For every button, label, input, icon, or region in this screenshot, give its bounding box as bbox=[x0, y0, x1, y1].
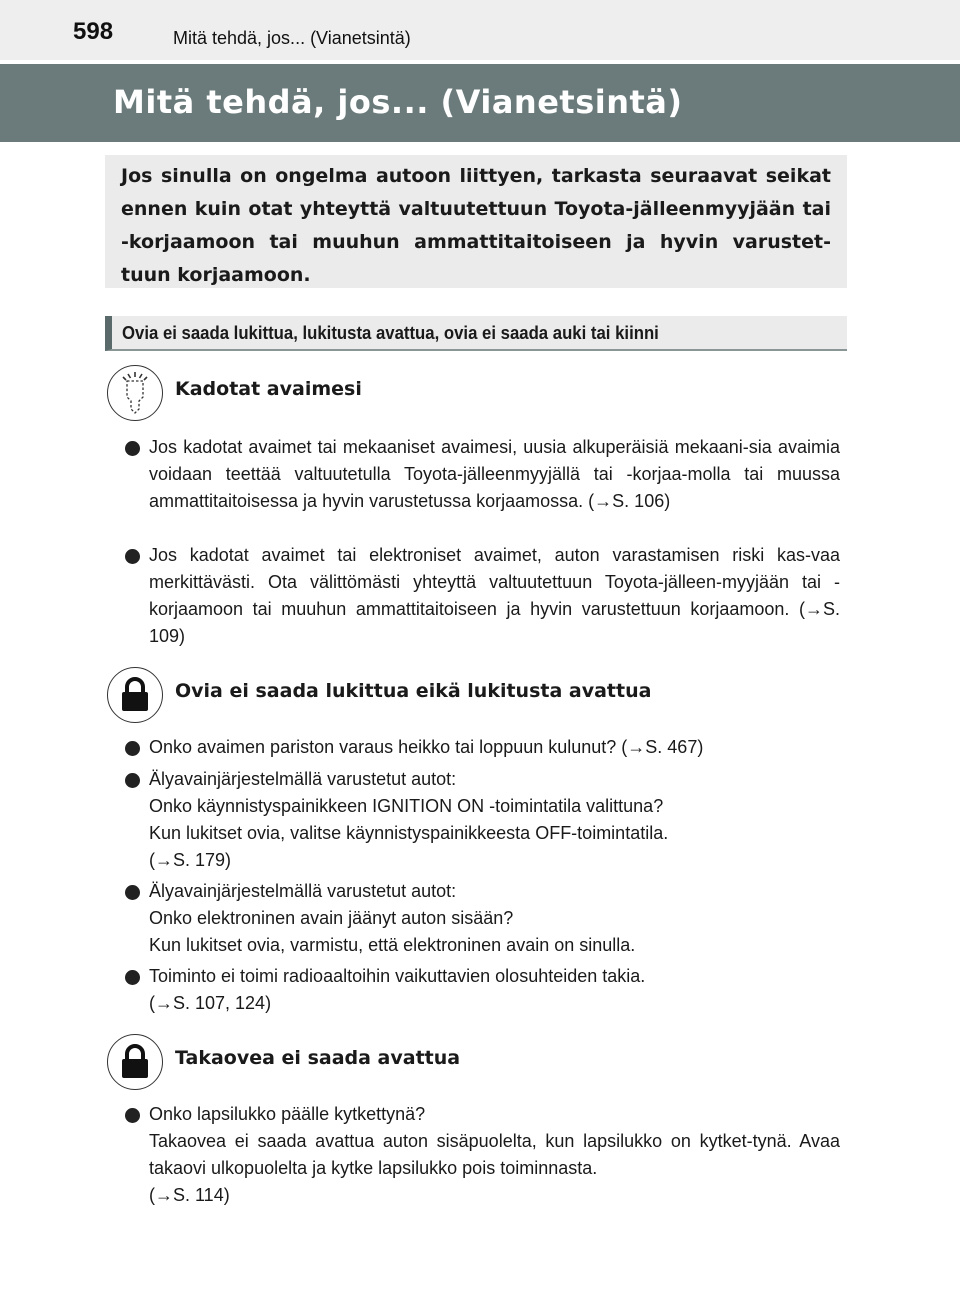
subsection-heading: Takaovea ei saada avattua bbox=[175, 1047, 461, 1069]
list-item-text: Onko lapsilukko päälle kytkettynä? bbox=[149, 1104, 426, 1124]
subsection-lost-keys bbox=[107, 365, 362, 421]
list-item-text: Jos kadotat avaimet tai elektroniset avaimet, auton varastamisen riski kas-vaa merkittävästi. Ota välittömästi yhteyttä valtuutettuun Toyota-jälleen-myyjään tai -korjaamoon tai muuhun ammattitaitoiseen ja hyvin varustettuun korjaamoon. (→S. 109) bbox=[149, 545, 840, 646]
list-item bbox=[125, 734, 840, 761]
lock-icon bbox=[107, 1034, 163, 1090]
lock-icon bbox=[107, 667, 163, 723]
page-number: 598 bbox=[73, 18, 114, 45]
bullet-icon bbox=[125, 773, 140, 788]
title-band bbox=[0, 64, 960, 142]
list-item bbox=[125, 1101, 840, 1209]
bullet-icon bbox=[125, 970, 140, 985]
subsection-back-door bbox=[107, 1034, 460, 1090]
list-item-text: Onko käynnistyspainikkeen IGNITION ON -toimintatila valittuna? bbox=[149, 796, 664, 816]
key-icon bbox=[107, 365, 163, 421]
list-item-text: Jos kadotat avaimet tai mekaaniset avaimesi, uusia alkuperäisiä mekaani-sia avaimia voidaan teettää valtuutetulla Toyota-jälleenmyyjällä tai -korjaa-molla tai muussa ammattitaitoisessa ja hyvin varustetussa korjaamossa. (→S. 106) bbox=[149, 437, 840, 511]
list-item-text: (→S. 107, 124) bbox=[149, 993, 272, 1013]
list-item-text: (→S. 114) bbox=[149, 1185, 230, 1205]
bullet-icon bbox=[125, 441, 140, 456]
subsection-heading: Kadotat avaimesi bbox=[175, 378, 362, 400]
list-item bbox=[125, 434, 840, 515]
list-item-text: Takaovea ei saada avattua auton sisäpuolelta, kun lapsilukko on kytket-tynä. Avaa takaovi ulkopuolelta ja kytke lapsilukko pois toiminnasta. bbox=[149, 1131, 840, 1178]
list-item-text: Kun lukitset ovia, valitse käynnistyspainikkeesta OFF-toimintatila. bbox=[149, 823, 669, 843]
list-item-text: Toiminto ei toimi radioaaltoihin vaikuttavien olosuhteiden takia. bbox=[149, 966, 646, 986]
list-item-text: Onko avaimen pariston varaus heikko tai loppuun kulunut? (→S. 467) bbox=[149, 737, 704, 757]
list-item-text: Älyavainjärjestelmällä varustetut autot: bbox=[149, 769, 457, 789]
list-item bbox=[125, 542, 840, 650]
list-item-text: Onko elektroninen avain jäänyt auton sisään? bbox=[149, 908, 514, 928]
page-header bbox=[0, 0, 960, 60]
section-heading-bar bbox=[105, 316, 847, 351]
section-heading: Ovia ei saada lukittua, lukitusta avattua, ovia ei saada auki tai kiinni bbox=[122, 323, 659, 343]
list-item-text: Älyavainjärjestelmällä varustetut autot: bbox=[149, 881, 457, 901]
list-item-text: Kun lukitset ovia, varmistu, että elektroninen avain on sinulla. bbox=[149, 935, 636, 955]
bullet-icon bbox=[125, 1108, 140, 1123]
intro-text: Jos sinulla on ongelma autoon liittyen, tarkasta seuraavat seikat ennen kuin otat yhteyttä valtuutettuun Toyota-jälleenmyyjään tai -korjaamoon tai muuhun ammattitaitoiseen ja hyvin varustet-tuun korjaamoon. bbox=[121, 165, 831, 286]
bullet-icon bbox=[125, 885, 140, 900]
list-item-text: (→S. 179) bbox=[149, 850, 232, 870]
bullet-icon bbox=[125, 549, 140, 564]
subsection-heading: Ovia ei saada lukittua eikä lukitusta avattua bbox=[175, 680, 652, 702]
page-title: Mitä tehdä, jos... (Vianetsintä) bbox=[113, 83, 683, 121]
subsection-doors-lock bbox=[107, 667, 651, 723]
list-item bbox=[125, 766, 840, 874]
running-head: Mitä tehdä, jos... (Vianetsintä) bbox=[173, 28, 411, 48]
list-item bbox=[125, 963, 840, 1017]
bullet-icon bbox=[125, 741, 140, 756]
intro-box bbox=[105, 155, 847, 288]
list-item bbox=[125, 878, 840, 959]
